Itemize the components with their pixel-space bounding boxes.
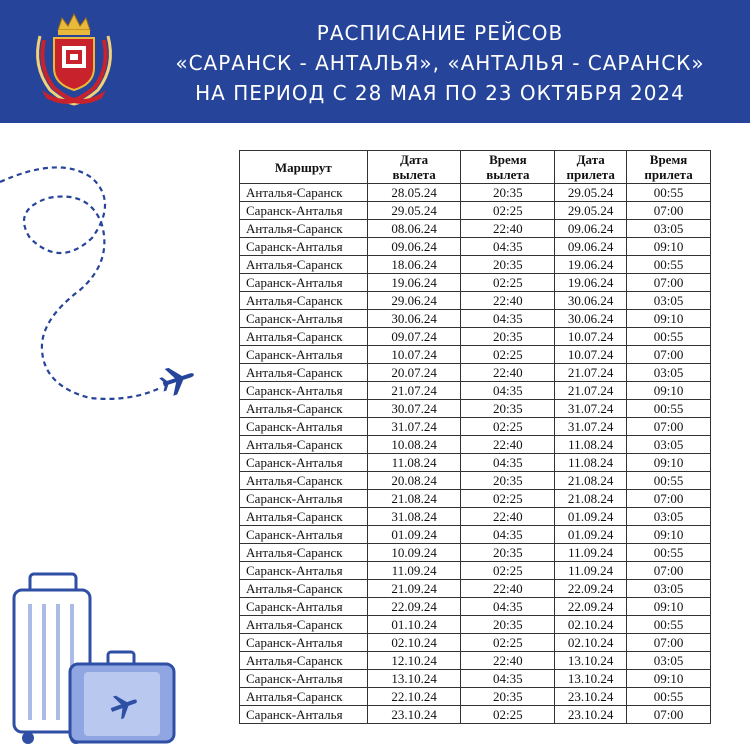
- table-row: [240, 256, 711, 274]
- header-arrival-date-line: прилета: [566, 167, 615, 182]
- cell-departure-time: 02:25: [461, 274, 555, 292]
- cell-arrival-date: 29.05.24: [555, 184, 627, 202]
- cell-arrival-date: 02.10.24: [555, 634, 627, 652]
- cell-route: Саранск-Анталья: [240, 346, 368, 364]
- cell-arrival-time: 09:10: [627, 238, 711, 256]
- cell-arrival-time: 00:55: [627, 184, 711, 202]
- cell-departure-time: 20:35: [461, 472, 555, 490]
- table-row: [240, 706, 711, 724]
- table-row: [240, 220, 711, 238]
- cell-departure-date: 30.06.24: [367, 310, 461, 328]
- cell-arrival-time: 00:55: [627, 688, 711, 706]
- table-row: [240, 202, 711, 220]
- table-row: [240, 490, 711, 508]
- cell-route: Саранск-Анталья: [240, 274, 368, 292]
- cell-arrival-date: 02.10.24: [555, 616, 627, 634]
- cell-departure-time: 02:25: [461, 634, 555, 652]
- cell-arrival-time: 03:05: [627, 508, 711, 526]
- cell-route: Анталья-Саранск: [240, 580, 368, 598]
- cell-route: Саранск-Анталья: [240, 634, 368, 652]
- header-departure-date-line: Дата: [400, 152, 429, 167]
- cell-departure-date: 20.08.24: [367, 472, 461, 490]
- table-row: [240, 580, 711, 598]
- cell-arrival-date: 19.06.24: [555, 256, 627, 274]
- cell-route: Саранск-Анталья: [240, 562, 368, 580]
- cell-arrival-time: 03:05: [627, 652, 711, 670]
- title-line-1: РАСПИСАНИЕ РЕЙСОВ: [316, 21, 564, 45]
- cell-arrival-time: 09:10: [627, 454, 711, 472]
- cell-arrival-date: 29.05.24: [555, 202, 627, 220]
- cell-arrival-time: 07:00: [627, 274, 711, 292]
- cell-departure-time: 22:40: [461, 364, 555, 382]
- header-departure-time: [461, 151, 555, 184]
- cell-arrival-date: 21.07.24: [555, 382, 627, 400]
- cell-departure-date: 29.06.24: [367, 292, 461, 310]
- cell-arrival-time: 09:10: [627, 382, 711, 400]
- table-row: [240, 526, 711, 544]
- cell-route: Анталья-Саранск: [240, 328, 368, 346]
- table-header-row: [240, 151, 711, 184]
- table-row: [240, 544, 711, 562]
- cell-arrival-date: 21.07.24: [555, 364, 627, 382]
- cell-arrival-date: 01.09.24: [555, 526, 627, 544]
- cell-route: Саранск-Анталья: [240, 238, 368, 256]
- cell-departure-date: 01.10.24: [367, 616, 461, 634]
- cell-departure-date: 12.10.24: [367, 652, 461, 670]
- cell-departure-date: 18.06.24: [367, 256, 461, 274]
- cell-route: Саранск-Анталья: [240, 310, 368, 328]
- cell-arrival-time: 03:05: [627, 580, 711, 598]
- cell-departure-date: 09.06.24: [367, 238, 461, 256]
- cell-arrival-date: 21.08.24: [555, 490, 627, 508]
- cell-departure-time: 22:40: [461, 436, 555, 454]
- table-row: [240, 418, 711, 436]
- cell-departure-date: 21.08.24: [367, 490, 461, 508]
- cell-arrival-date: 21.08.24: [555, 472, 627, 490]
- cell-departure-time: 02:25: [461, 202, 555, 220]
- cell-arrival-date: 31.07.24: [555, 400, 627, 418]
- cell-departure-date: 28.05.24: [367, 184, 461, 202]
- table-row: [240, 310, 711, 328]
- cell-arrival-date: 09.06.24: [555, 238, 627, 256]
- cell-departure-time: 02:25: [461, 490, 555, 508]
- cell-departure-date: 10.09.24: [367, 544, 461, 562]
- cell-departure-time: 04:35: [461, 454, 555, 472]
- cell-route: Анталья-Саранск: [240, 436, 368, 454]
- cell-arrival-date: 13.10.24: [555, 652, 627, 670]
- suitcases-icon: [0, 560, 200, 750]
- cell-route: Саранск-Анталья: [240, 526, 368, 544]
- cell-departure-date: 22.09.24: [367, 598, 461, 616]
- header-arrival-time: [627, 151, 711, 184]
- cell-arrival-time: 03:05: [627, 364, 711, 382]
- title-line-3: НА ПЕРИОД С 28 МАЯ ПО 23 ОКТЯБРЯ 2024: [195, 81, 685, 105]
- cell-arrival-date: 30.06.24: [555, 292, 627, 310]
- table-row: [240, 274, 711, 292]
- table-row: [240, 562, 711, 580]
- cell-arrival-date: 22.09.24: [555, 580, 627, 598]
- header-route-line: Маршрут: [274, 159, 332, 175]
- table-row: [240, 634, 711, 652]
- cell-departure-time: 20:35: [461, 256, 555, 274]
- cell-route: Саранск-Анталья: [240, 598, 368, 616]
- cell-route: Саранск-Анталья: [240, 490, 368, 508]
- cell-arrival-time: 00:55: [627, 256, 711, 274]
- cell-arrival-date: 23.10.24: [555, 688, 627, 706]
- cell-route: Анталья-Саранск: [240, 544, 368, 562]
- cell-arrival-time: 07:00: [627, 562, 711, 580]
- cell-arrival-time: 00:55: [627, 472, 711, 490]
- table-row: [240, 364, 711, 382]
- cell-departure-time: 02:25: [461, 706, 555, 724]
- cell-route: Анталья-Саранск: [240, 616, 368, 634]
- table-row: [240, 616, 711, 634]
- table-row: [240, 346, 711, 364]
- cell-departure-date: 11.08.24: [367, 454, 461, 472]
- title-line-2: «САРАНСК - АНТАЛЬЯ», «АНТАЛЬЯ - САРАНСК»: [175, 51, 705, 75]
- table-row: [240, 688, 711, 706]
- cell-departure-date: 31.07.24: [367, 418, 461, 436]
- cell-departure-time: 20:35: [461, 616, 555, 634]
- cell-route: Саранск-Анталья: [240, 382, 368, 400]
- cell-departure-time: 04:35: [461, 310, 555, 328]
- header-arrival-time-line: прилета: [644, 167, 693, 182]
- header-arrival-date: [555, 151, 627, 184]
- cell-arrival-date: 30.06.24: [555, 310, 627, 328]
- cell-departure-date: 02.10.24: [367, 634, 461, 652]
- cell-arrival-date: 11.09.24: [555, 544, 627, 562]
- cell-arrival-time: 07:00: [627, 418, 711, 436]
- cell-departure-date: 13.10.24: [367, 670, 461, 688]
- cell-arrival-date: 01.09.24: [555, 508, 627, 526]
- cell-arrival-time: 00:55: [627, 544, 711, 562]
- cell-departure-time: 20:35: [461, 184, 555, 202]
- page-title: [150, 18, 730, 108]
- cell-route: Саранск-Анталья: [240, 418, 368, 436]
- mordovia-coat-of-arms-icon: [28, 6, 120, 106]
- cell-departure-time: 22:40: [461, 508, 555, 526]
- cell-arrival-time: 03:05: [627, 436, 711, 454]
- cell-arrival-date: 11.08.24: [555, 436, 627, 454]
- cell-route: Саранск-Анталья: [240, 454, 368, 472]
- cell-departure-time: 20:35: [461, 544, 555, 562]
- cell-route: Анталья-Саранск: [240, 688, 368, 706]
- table-row: [240, 472, 711, 490]
- cell-departure-date: 29.05.24: [367, 202, 461, 220]
- cell-route: Анталья-Саранск: [240, 364, 368, 382]
- cell-arrival-time: 00:55: [627, 400, 711, 418]
- cell-route: Анталья-Саранск: [240, 256, 368, 274]
- cell-departure-date: 09.07.24: [367, 328, 461, 346]
- cell-route: Саранск-Анталья: [240, 706, 368, 724]
- cell-route: Анталья-Саранск: [240, 400, 368, 418]
- cell-arrival-time: 09:10: [627, 310, 711, 328]
- cell-arrival-time: 09:10: [627, 526, 711, 544]
- cell-route: Анталья-Саранск: [240, 184, 368, 202]
- table-row: [240, 508, 711, 526]
- cell-departure-time: 04:35: [461, 526, 555, 544]
- cell-departure-date: 21.07.24: [367, 382, 461, 400]
- cell-departure-time: 20:35: [461, 400, 555, 418]
- cell-arrival-date: 19.06.24: [555, 274, 627, 292]
- cell-departure-date: 22.10.24: [367, 688, 461, 706]
- cell-departure-date: 23.10.24: [367, 706, 461, 724]
- cell-departure-date: 10.07.24: [367, 346, 461, 364]
- header-banner: [0, 0, 750, 123]
- cell-departure-time: 22:40: [461, 220, 555, 238]
- cell-departure-time: 22:40: [461, 652, 555, 670]
- table-row: [240, 328, 711, 346]
- table-row: [240, 598, 711, 616]
- cell-departure-date: 01.09.24: [367, 526, 461, 544]
- cell-departure-time: 02:25: [461, 418, 555, 436]
- cell-departure-date: 31.08.24: [367, 508, 461, 526]
- cell-arrival-date: 10.07.24: [555, 346, 627, 364]
- table-row: [240, 382, 711, 400]
- cell-departure-time: 20:35: [461, 688, 555, 706]
- cell-arrival-date: 10.07.24: [555, 328, 627, 346]
- table-row: [240, 238, 711, 256]
- cell-arrival-time: 07:00: [627, 202, 711, 220]
- cell-departure-date: 30.07.24: [367, 400, 461, 418]
- header-arrival-time-line: Время: [649, 152, 688, 167]
- cell-arrival-time: 07:00: [627, 634, 711, 652]
- cell-route: Анталья-Саранск: [240, 472, 368, 490]
- header-departure-time-line: Время: [489, 152, 527, 167]
- cell-arrival-time: 09:10: [627, 670, 711, 688]
- cell-arrival-date: 13.10.24: [555, 670, 627, 688]
- table-row: [240, 184, 711, 202]
- cell-departure-time: 04:35: [461, 670, 555, 688]
- cell-arrival-time: 03:05: [627, 220, 711, 238]
- table-row: [240, 454, 711, 472]
- airplane-icon: [0, 140, 230, 430]
- header-route: [240, 151, 368, 184]
- cell-route: Анталья-Саранск: [240, 652, 368, 670]
- table-row: [240, 652, 711, 670]
- header-arrival-date-line: Дата: [576, 152, 605, 167]
- header-departure-time-line: вылета: [486, 167, 530, 182]
- cell-departure-date: 08.06.24: [367, 220, 461, 238]
- cell-arrival-date: 09.06.24: [555, 220, 627, 238]
- cell-route: Анталья-Саранск: [240, 508, 368, 526]
- table-body: [240, 184, 711, 724]
- cell-departure-time: 20:35: [461, 328, 555, 346]
- table-row: [240, 400, 711, 418]
- flight-schedule-table: [239, 150, 711, 724]
- cell-departure-date: 19.06.24: [367, 274, 461, 292]
- cell-arrival-time: 09:10: [627, 598, 711, 616]
- cell-arrival-time: 07:00: [627, 490, 711, 508]
- cell-arrival-time: 07:00: [627, 706, 711, 724]
- cell-arrival-time: 00:55: [627, 616, 711, 634]
- cell-arrival-date: 22.09.24: [555, 598, 627, 616]
- cell-departure-time: 02:25: [461, 346, 555, 364]
- cell-departure-time: 04:35: [461, 598, 555, 616]
- cell-route: Саранск-Анталья: [240, 670, 368, 688]
- cell-arrival-date: 23.10.24: [555, 706, 627, 724]
- cell-arrival-date: 11.08.24: [555, 454, 627, 472]
- cell-departure-time: 02:25: [461, 562, 555, 580]
- cell-arrival-date: 31.07.24: [555, 418, 627, 436]
- cell-departure-time: 04:35: [461, 382, 555, 400]
- table-row: [240, 670, 711, 688]
- cell-departure-date: 20.07.24: [367, 364, 461, 382]
- cell-departure-time: 04:35: [461, 238, 555, 256]
- cell-arrival-date: 11.09.24: [555, 562, 627, 580]
- cell-departure-date: 10.08.24: [367, 436, 461, 454]
- table-row: [240, 436, 711, 454]
- cell-route: Саранск-Анталья: [240, 202, 368, 220]
- cell-arrival-time: 03:05: [627, 292, 711, 310]
- cell-departure-date: 21.09.24: [367, 580, 461, 598]
- cell-route: Анталья-Саранск: [240, 292, 368, 310]
- cell-arrival-time: 00:55: [627, 328, 711, 346]
- cell-arrival-time: 07:00: [627, 346, 711, 364]
- header-departure-date: [367, 151, 461, 184]
- table-row: [240, 292, 711, 310]
- cell-departure-time: 22:40: [461, 580, 555, 598]
- cell-route: Анталья-Саранск: [240, 220, 368, 238]
- header-departure-date-line: вылета: [392, 167, 436, 182]
- cell-departure-time: 22:40: [461, 292, 555, 310]
- cell-departure-date: 11.09.24: [367, 562, 461, 580]
